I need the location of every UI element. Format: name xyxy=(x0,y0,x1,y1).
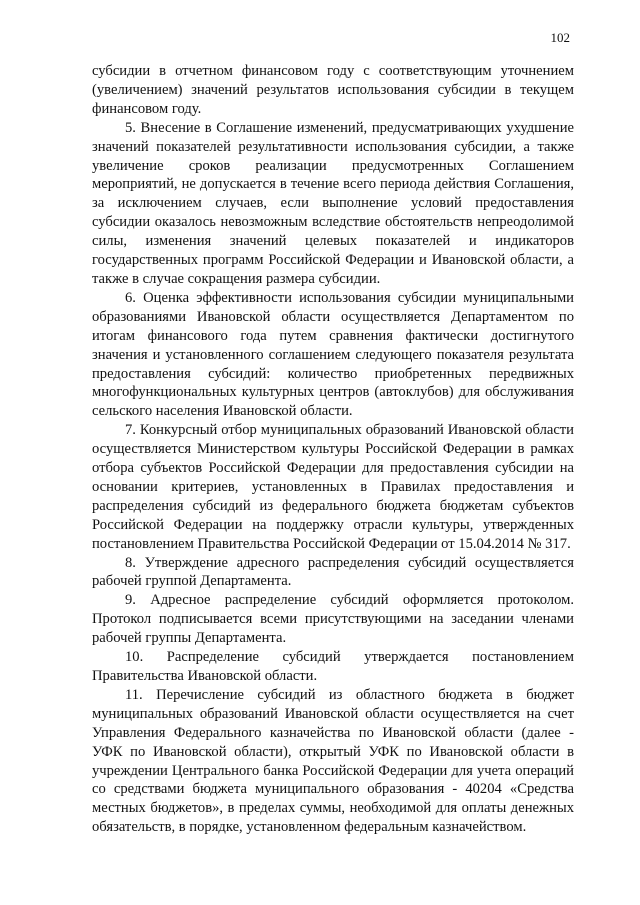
paragraph-item-7: 7. Конкурсный отбор муниципальных образований Ивановской области осуществляется Министерством культуры Российской Федерации в рамках отбора субъектов Российской Федерации для предоставления субсидии на основании критериев, установленных в Правилах предоставления и распределения субсидий из федерального бюджета бюджетам субъектов Российской Федерации на поддержку отрасли культуры, утвержденных постановлением Правительства Российской Федерации от 15.04.2014 № 317. xyxy=(92,422,574,552)
page-number: 102 xyxy=(550,30,570,45)
paragraph-item-5: 5. Внесение в Соглашение изменений, предусматривающих ухудшение значений показателей результативности использования субсидии, а также увеличение сроков реализации предусмотренных Соглашением мероприятий, не допускается в течение всего периода действия Соглашения, за исключением случаев, если выполнение условий предоставления субсидии оказалось невозможным вследствие обстоятельств непреодолимой силы, изменения значений целевых показателей и индикаторов государственных программ Российской Федерации и Ивановской области, а также в случае сокращения размера субсидии. xyxy=(92,119,574,287)
paragraph-item-11: 11. Перечисление субсидий из областного бюджета в бюджет муниципальных образований Ивановской области осуществляется на счет Управления Федерального казначейства по Ивановской области (далее - УФК по Ивановской области), открытый УФК по Ивановской области в учреждении Центрального банка Российской Федерации для учета операций со средствами бюджета муниципального образования - 40204 «Средства местных бюджетов», в пределах суммы, необходимой для оплаты денежных обязательств, в порядке, установленном федеральным казначейством. xyxy=(92,686,574,836)
paragraph-item-10: 10. Распределение субсидий утверждается постановлением Правительства Ивановской области. xyxy=(92,649,574,684)
paragraph-item-6: 6. Оценка эффективности использования субсидии муниципальными образованиями Ивановской области осуществляется Департаментом по итогам финансового года путем сравнения фактически достигнутого значения и установленного соглашением следующего показателя результата предоставления субсидий: количество приобретенных передвижных многофункциональных культурных центров (автоклубов) для обслуживания сельского населения Ивановской области. xyxy=(92,289,574,420)
document-body xyxy=(92,62,574,837)
paragraph-item-9: 9. Адресное распределение субсидий оформляется протоколом. Протокол подписывается всеми присутствующими на заседании членами рабочей группы Департамента. xyxy=(92,592,574,647)
paragraph-continuation: субсидии в отчетном финансовом году с соответствующим уточнением (увеличением) значений результатов использования субсидии в текущем финансовом году. xyxy=(92,63,574,117)
paragraph-item-8: 8. Утверждение адресного распределения субсидий осуществляется рабочей группой Департамента. xyxy=(92,554,574,590)
